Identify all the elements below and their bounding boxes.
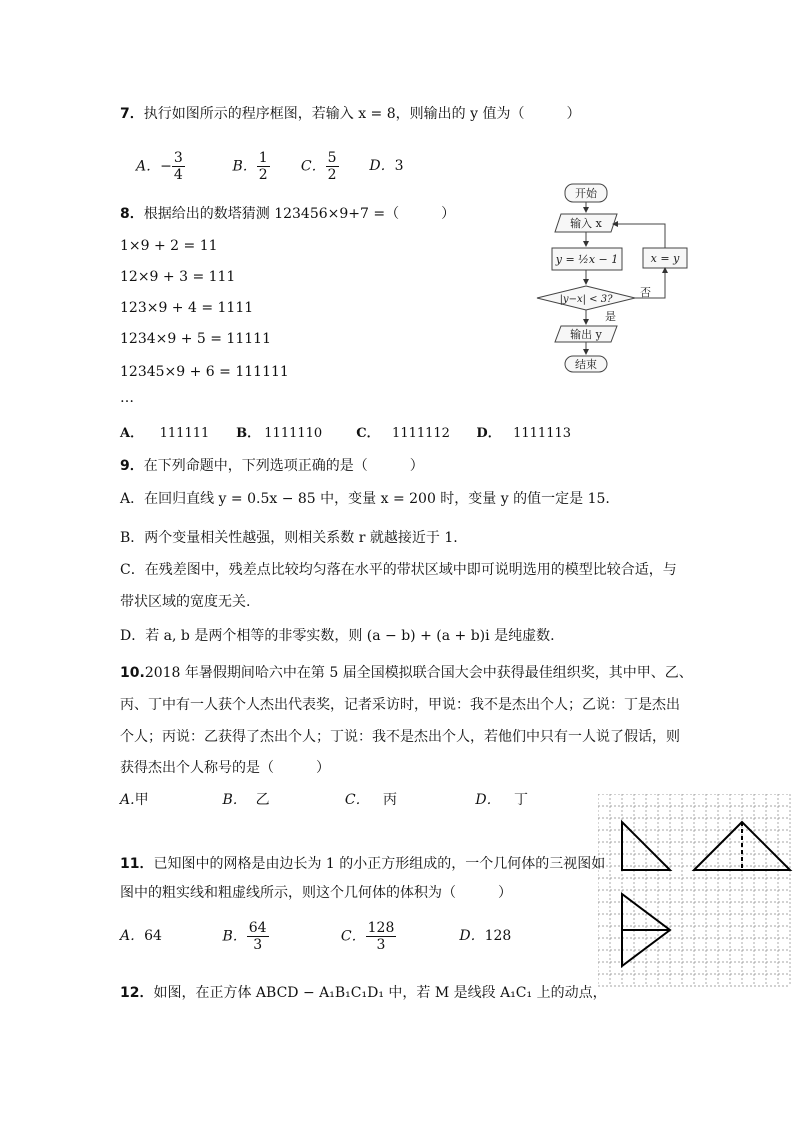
flow-decision-label: |y−x| < 3? [559, 294, 613, 305]
flow-output-label: 输出 y [570, 328, 602, 341]
q7-option-d[interactable]: D．3 [369, 158, 404, 175]
q8-line-3: 123×9 + 4 = 1111 [120, 300, 254, 316]
q8-option-c[interactable]: C． 1111112 [356, 426, 450, 441]
q11-option-b[interactable]: B． $\frac{64}{3}$ [222, 920, 267, 954]
q10-options [120, 792, 555, 809]
q8-stem [120, 206, 455, 223]
q8-line-5: 12345×9 + 6 = 111111 [120, 364, 289, 380]
q11-number: 11． [120, 856, 154, 872]
three-view-grid-figure [598, 794, 794, 990]
q9-text: 在下列命题中，下列选项正确的是（ ） [143, 458, 424, 474]
q8-text: 根据给出的数塔猜测 123456×9+7 =（ ） [143, 206, 456, 222]
q12-text: 如图，在正方体 ABCD − A₁B₁C₁D₁ 中，若 M 是线段 A₁C₁ 上的动点， [153, 985, 607, 1001]
q7-option-a[interactable]: A．− $\frac{3}{4}$ [136, 150, 183, 184]
q8-line-2: 12×9 + 3 = 111 [120, 269, 236, 285]
q10-line-3: 个人；丙说：乙获得了杰出个人；丁说：我不是杰出个人，若他们中只有一人说了假话，则 [120, 729, 680, 745]
q11-fraction-c: $\frac{128}{3}$ [367, 920, 395, 954]
q7-option-b[interactable]: B． $\frac{1}{2}$ [232, 150, 268, 184]
q11-line-2: 图中的粗实线和粗虚线所示，则这个几何体的体积为（ ） [120, 885, 512, 901]
grid-lines [598, 794, 790, 986]
q11-option-a[interactable]: A．64 [120, 928, 162, 945]
flow-process-label: y = ½x − 1 [555, 253, 619, 266]
q7-stem [120, 106, 580, 123]
flow-assign-label: x = y [650, 252, 680, 265]
q10-option-c[interactable]: C． 丙 [344, 792, 397, 808]
q12-number: 12． [120, 985, 154, 1001]
q10-line-2: 丙、丁中有一人获个人杰出代表奖，记者采访时，甲说：我不是杰出个人；乙说：丁是杰出 [120, 697, 680, 713]
q9-option-c-cont: 带状区域的宽度无关. [120, 594, 251, 610]
flow-no-label: 否 [640, 286, 651, 299]
q8-number: 8． [120, 206, 144, 222]
q11-fraction-b: $\frac{64}{3}$ [248, 920, 267, 954]
q10-option-d[interactable]: D． 丁 [475, 792, 528, 808]
q8-options [120, 426, 576, 442]
flowchart-diagram [535, 180, 695, 375]
q10-number: 10. [120, 665, 145, 681]
q7-options [136, 150, 419, 183]
q9-number: 9． [120, 458, 144, 474]
q9-option-b[interactable]: B．两个变量相关性越强，则相关系数 r 就越接近于 1. [120, 530, 458, 546]
q12-stem [120, 985, 607, 1002]
q7-number: 7． [120, 106, 144, 122]
q8-line-1: 1×9 + 2 = 11 [120, 238, 218, 254]
q8-option-a[interactable]: A． 111111 [120, 426, 210, 441]
q8-line-6: … [120, 390, 134, 406]
q8-option-d[interactable]: D． 1111113 [476, 426, 572, 441]
q7-fraction-b: $\frac{1}{2}$ [258, 150, 268, 184]
flow-yes-label: 是 [605, 310, 616, 323]
q9-option-a[interactable]: A．在回归直线 y = 0.5x − 85 中，变量 x = 200 时，变量 y 的值一定是 15. [120, 491, 610, 507]
q9-stem [120, 458, 424, 475]
q11-line-1: 11．已知图中的网格是由边长为 1 的小正方形组成的，一个几何体的三视图如 [120, 856, 606, 872]
q11-option-c[interactable]: C． $\frac{128}{3}$ [340, 920, 395, 954]
q7-fraction-c: $\frac{5}{2}$ [327, 150, 337, 184]
q10-option-b[interactable]: B． 乙 [222, 792, 270, 808]
q7-fraction-a: $\frac{3}{4}$ [173, 150, 183, 184]
q7-option-c[interactable]: C． $\frac{5}{2}$ [300, 150, 337, 184]
q9-option-d[interactable]: D．若 a, b 是两个相等的非零实数，则 (a − b) + (a + b)i 是纯虚数. [120, 628, 555, 644]
q8-line-4: 1234×9 + 5 = 11111 [120, 331, 271, 347]
q9-option-c[interactable]: C．在残差图中，残差点比较均匀落在水平的带状区域中即可说明选用的模型比较合适，与 [120, 562, 677, 578]
q10-line-4: 获得杰出个人称号的是（ ） [120, 760, 330, 776]
flow-start-label: 开始 [575, 187, 597, 200]
flow-end-label: 结束 [575, 358, 597, 371]
q11-options [120, 920, 539, 953]
q8-option-b[interactable]: B． 1111110 [236, 426, 323, 441]
q10-line-1: 10.2018 年暑假期间哈六中在第 5 届全国模拟联合国大会中获得最佳组织奖，其中甲、乙、 [120, 665, 693, 681]
q10-option-a[interactable]: A.甲 [120, 792, 149, 808]
flow-input-label: 输入 x [570, 217, 602, 230]
q11-option-d[interactable]: D．128 [459, 928, 512, 945]
q7-text: 执行如图所示的程序框图，若输入 x = 8，则输出的 y 值为（ ） [143, 106, 581, 122]
